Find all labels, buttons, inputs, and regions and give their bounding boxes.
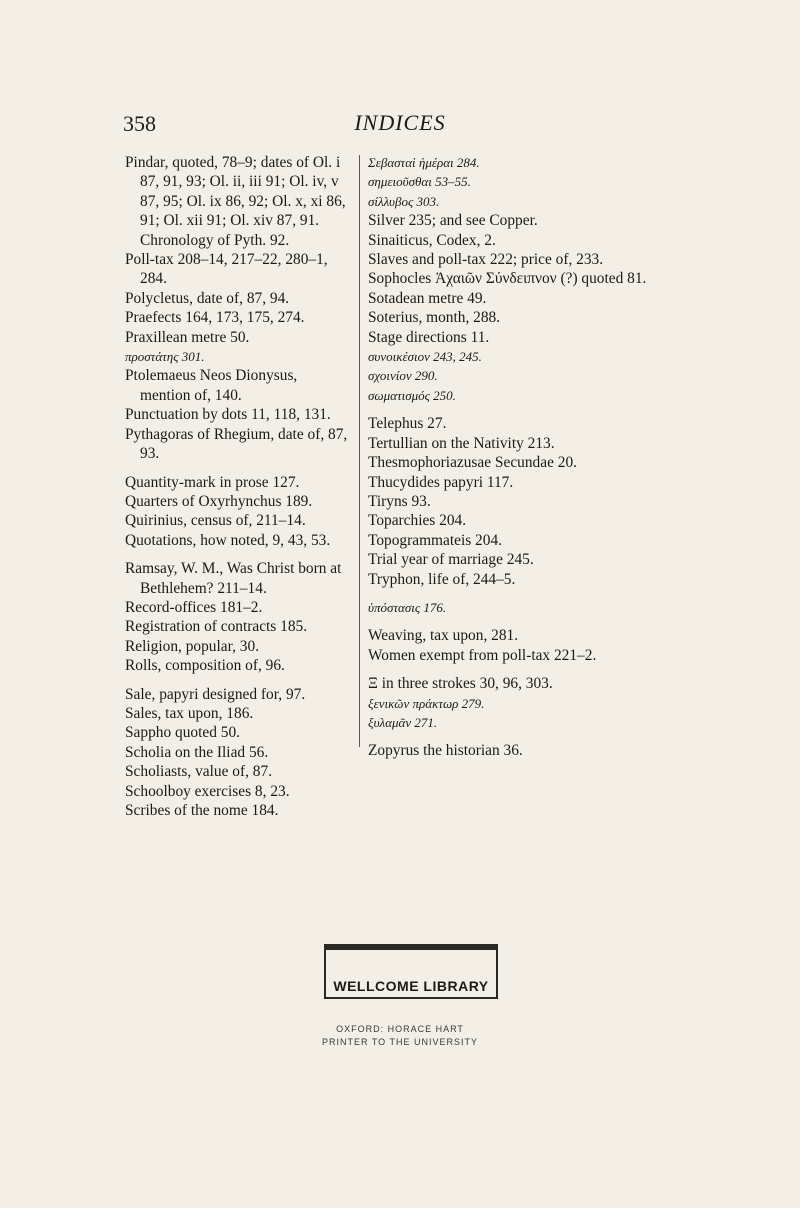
index-entry: Silver 235; and see Copper. bbox=[368, 212, 538, 230]
index-entry: Thesmophoriazusae Secundae 20. bbox=[368, 454, 577, 472]
entry-gap bbox=[125, 464, 350, 473]
entry-gap bbox=[368, 732, 680, 741]
running-head: INDICES bbox=[354, 110, 446, 135]
index-entry: Record-offices 181–2. bbox=[125, 598, 263, 616]
index-entry: Weaving, tax upon, 281. bbox=[368, 627, 519, 645]
index-entry: Slaves and poll-tax 222; price of, 233. bbox=[368, 251, 604, 269]
index-entry: Quantity-mark in prose 127. bbox=[125, 473, 300, 491]
index-entry: Scribes of the nome 184. bbox=[125, 802, 279, 819]
index-entry: Poll-tax 208–14, 217–22, 280–1, 284. bbox=[125, 251, 328, 288]
index-entry: Quirinius, census of, 211–14. bbox=[125, 512, 306, 530]
index-entry: Topogrammateis 204. bbox=[368, 531, 502, 549]
index-entry: Praefects 164, 173, 175, 274. bbox=[125, 309, 305, 327]
index-entry: Pindar, quoted, 78–9; dates of Ol. i 87, 91, 93; Ol. ii, iii 91; Ol. iv, v 87, 95; Ol. ix 86, 92; Ol. x, xi 86, 91; Ol. xii 91; Ol. xiv 87, 91. Chronology of Pyth. 92. bbox=[125, 154, 346, 249]
index-entry: Zopyrus the historian 36. bbox=[368, 742, 523, 760]
column-divider bbox=[359, 155, 360, 747]
index-column-right bbox=[368, 153, 680, 761]
index-entry: σχοινίον 290. bbox=[368, 368, 438, 384]
printer-imprint-line2: PRINTER TO THE UNIVERSITY bbox=[321, 1037, 479, 1047]
index-entry: Women exempt from poll-tax 221–2. bbox=[368, 646, 597, 664]
index-entry: Tryphon, life of, 244–5. bbox=[368, 570, 516, 588]
index-entry: Tertullian on the Nativity 213. bbox=[368, 434, 555, 452]
index-entry: σωματισμός 250. bbox=[368, 387, 456, 403]
index-entry: Religion, popular, 30. bbox=[125, 637, 260, 655]
entry-gap bbox=[125, 676, 350, 685]
index-entry: Thucydides papyri 117. bbox=[368, 473, 514, 491]
index-column-left bbox=[125, 153, 350, 820]
index-entry: Quotations, how noted, 9, 43, 53. bbox=[125, 531, 331, 549]
index-entry: Sinaiticus, Codex, 2. bbox=[368, 231, 496, 249]
index-entry: Praxillean metre 50. bbox=[125, 328, 250, 346]
index-entry: Quarters of Oxyrhynchus 189. bbox=[125, 492, 313, 510]
index-entry: Schoolboy exercises 8, 23. bbox=[125, 782, 290, 800]
index-entry: σίλλυβος 303. bbox=[368, 193, 440, 209]
index-entry: Toparchies 204. bbox=[368, 512, 467, 530]
index-entry: Pythagoras of Rhegium, date of, 87, 93. bbox=[125, 425, 348, 463]
index-entry: ξυλαμᾶν 271. bbox=[368, 714, 438, 730]
entry-gap bbox=[368, 617, 680, 626]
index-entry: σημειοῦσθαι 53–55. bbox=[368, 174, 471, 190]
index-entry: ξενικῶν πράκτωρ 279. bbox=[368, 695, 485, 711]
index-entry: Punctuation by dots 11, 118, 131. bbox=[125, 406, 331, 424]
index-entry: Trial year of marriage 245. bbox=[368, 551, 534, 569]
index-entry: συνοικέσιον 243, 245. bbox=[368, 349, 482, 365]
index-entry: Registration of contracts 185. bbox=[125, 618, 308, 636]
index-entry: Rolls, composition of, 96. bbox=[125, 657, 285, 675]
entry-gap bbox=[368, 665, 680, 674]
index-entry: Sales, tax upon, 186. bbox=[125, 704, 254, 722]
index-entry: Soterius, month, 288. bbox=[368, 309, 501, 327]
index-entry: Sotadean metre 49. bbox=[368, 289, 487, 307]
index-entry: Polycletus, date of, 87, 94. bbox=[125, 289, 290, 307]
index-entry: Stage directions 11. bbox=[368, 328, 490, 346]
index-entry: Ramsay, W. M., Was Christ born at Bethlehem? 211–14. bbox=[125, 560, 342, 597]
index-entry: Tiryns 93. bbox=[368, 492, 431, 510]
library-stamp-text: WELLCOME LIBRARY bbox=[333, 978, 489, 994]
index-entry: Sappho quoted 50. bbox=[125, 724, 240, 742]
page-number: 358 bbox=[123, 111, 156, 136]
index-entry: προστάτης 301. bbox=[125, 349, 205, 365]
entry-gap bbox=[368, 589, 680, 598]
index-entry: Sophocles Ἀχαιῶν Σύνδειπνον (?) quoted 81. bbox=[368, 270, 647, 288]
index-entry: Telephus 27. bbox=[368, 415, 447, 433]
index-entry: Ptolemaeus Neos Dionysus, mention of, 140. bbox=[125, 367, 298, 404]
index-entry: Ξ in three strokes 30, 96, 303. bbox=[368, 675, 553, 693]
index-entry: Σεβασταὶ ἡμέραι 284. bbox=[368, 155, 480, 170]
index-entry: Scholia on the Iliad 56. bbox=[125, 743, 269, 761]
index-entry: Sale, papyri designed for, 97. bbox=[125, 685, 306, 703]
entry-gap bbox=[368, 405, 680, 414]
entry-gap bbox=[125, 550, 350, 559]
index-entry: Scholiasts, value of, 87. bbox=[125, 763, 273, 781]
library-stamp bbox=[324, 944, 498, 999]
index-entry: ὑπόστασις 176. bbox=[368, 599, 447, 615]
printer-imprint-line1: OXFORD: HORACE HART bbox=[336, 1024, 464, 1034]
